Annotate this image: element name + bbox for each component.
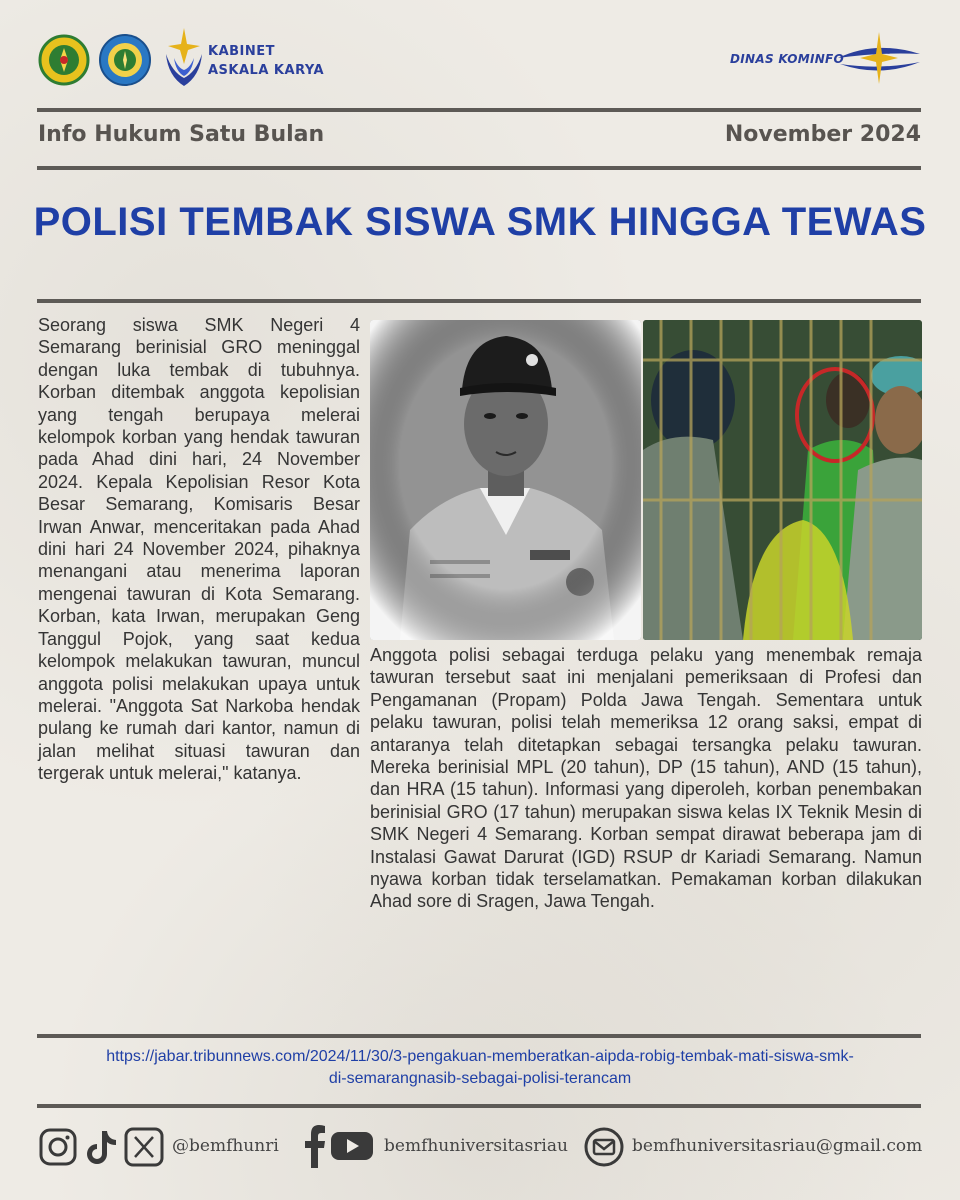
kabinet-line-2: ASKALA KARYA xyxy=(208,63,325,78)
faculty-seal-logo xyxy=(98,33,152,87)
student-portrait-photo xyxy=(370,320,641,640)
source-link-line-2[interactable]: di-semarangnasib-sebagai-polisi-terancam xyxy=(328,1070,632,1087)
channel-name[interactable]: bemfhuniversitasriau xyxy=(384,1136,568,1156)
article-divider xyxy=(37,1034,921,1038)
section-title: Info Hukum Satu Bulan xyxy=(38,122,325,147)
university-seal-logo xyxy=(38,34,90,86)
dinas-kominfo-label: DINAS KOMINFO xyxy=(730,52,845,66)
kabinet-emblem-logo xyxy=(160,24,208,92)
source-link[interactable] xyxy=(40,1046,920,1090)
header-divider xyxy=(37,166,921,170)
article-left-column: Seorang siswa SMK Negeri 4 Semarang berinisial GRO meninggal dengan luka tembak di tubuhnya. Korban ditembak anggota kepolisian yang tengah berupaya melerai kelompok korban yang hendak tawuran pada Ahad dini hari, 24 November 2024. Kepala Kepolisian Resor Kota Besar Semarang, Komisaris Besar Irwan Anwar, menceritakan pada Ahad dini hari 24 November 2024, pihaknya menangani atau menerima laporan mengenai tawuran di Kota Semarang. Korban, kata Irwan, merupakan Geng Tanggul Pojok, yang saat kedua kelompok melakukan tawuran, muncul anggota polisi melakukan upaya untuk melerai. "Anggota Sat Narkoba hendak pulang ke rumah dari kantor, namun di jalan melihat situasi tawuran dan tergerak untuk melerai," katanya. xyxy=(38,315,360,784)
email-icon[interactable] xyxy=(584,1127,624,1167)
tiktok-icon[interactable] xyxy=(84,1127,120,1167)
article-right-column: Anggota polisi sebagai terduga pelaku yang menembak remaja tawuran tersebut saat ini menjalani pemeriksaan di Profesi dan Pengamanan (Propam) Polda Jawa Tengah. Sementara untuk pelaku tawuran, polisi telah memeriksa 12 orang saksi, empat di antaranya telah ditetapkan sebagai tersangka pelaku tawuran. Mereka berinisial MPL (20 tahun), DP (15 tahun), AND (15 tahun), dan HRA (15 tahun). Informasi yang diperoleh, korban penembakan berinisial GRO (17 tahun) merupakan siswa kelas IX Teknik Mesin di SMK Negeri 4 Semarang. Korban sempat dirawat beberapa jam di Instalasi Gawat Darurat (IGD) RSUP dr Kariadi Semarang. Namun nyawa korban tidak terselamatkan. Pemakaman korban dilakukan Ahad sore di Sragen, Jawa Tengah. xyxy=(370,645,922,912)
youtube-icon[interactable] xyxy=(330,1130,374,1162)
source-link-line-1[interactable]: https://jabar.tribunnews.com/2024/11/30/3-pengakuan-memberatkan-aipda-robig-tembak-mati-siswa-smk- xyxy=(106,1048,854,1065)
x-twitter-icon[interactable] xyxy=(124,1127,164,1167)
kabinet-name xyxy=(208,42,324,80)
kabinet-line-1: KABINET xyxy=(208,44,276,59)
footer-divider xyxy=(37,1104,921,1108)
contact-email[interactable]: bemfhuniversitasriau@gmail.com xyxy=(632,1136,923,1156)
instagram-icon[interactable] xyxy=(38,1127,78,1167)
facebook-icon[interactable] xyxy=(304,1124,326,1168)
suspect-with-police-photo xyxy=(643,320,922,640)
issue-date: November 2024 xyxy=(724,122,921,147)
top-divider xyxy=(37,108,921,112)
kominfo-emblem-logo xyxy=(836,28,922,88)
headline-divider xyxy=(37,299,921,303)
headline: POLISI TEMBAK SISWA SMK HINGGA TEWAS xyxy=(33,200,927,244)
social-handle[interactable]: @bemfhunri xyxy=(172,1136,279,1156)
